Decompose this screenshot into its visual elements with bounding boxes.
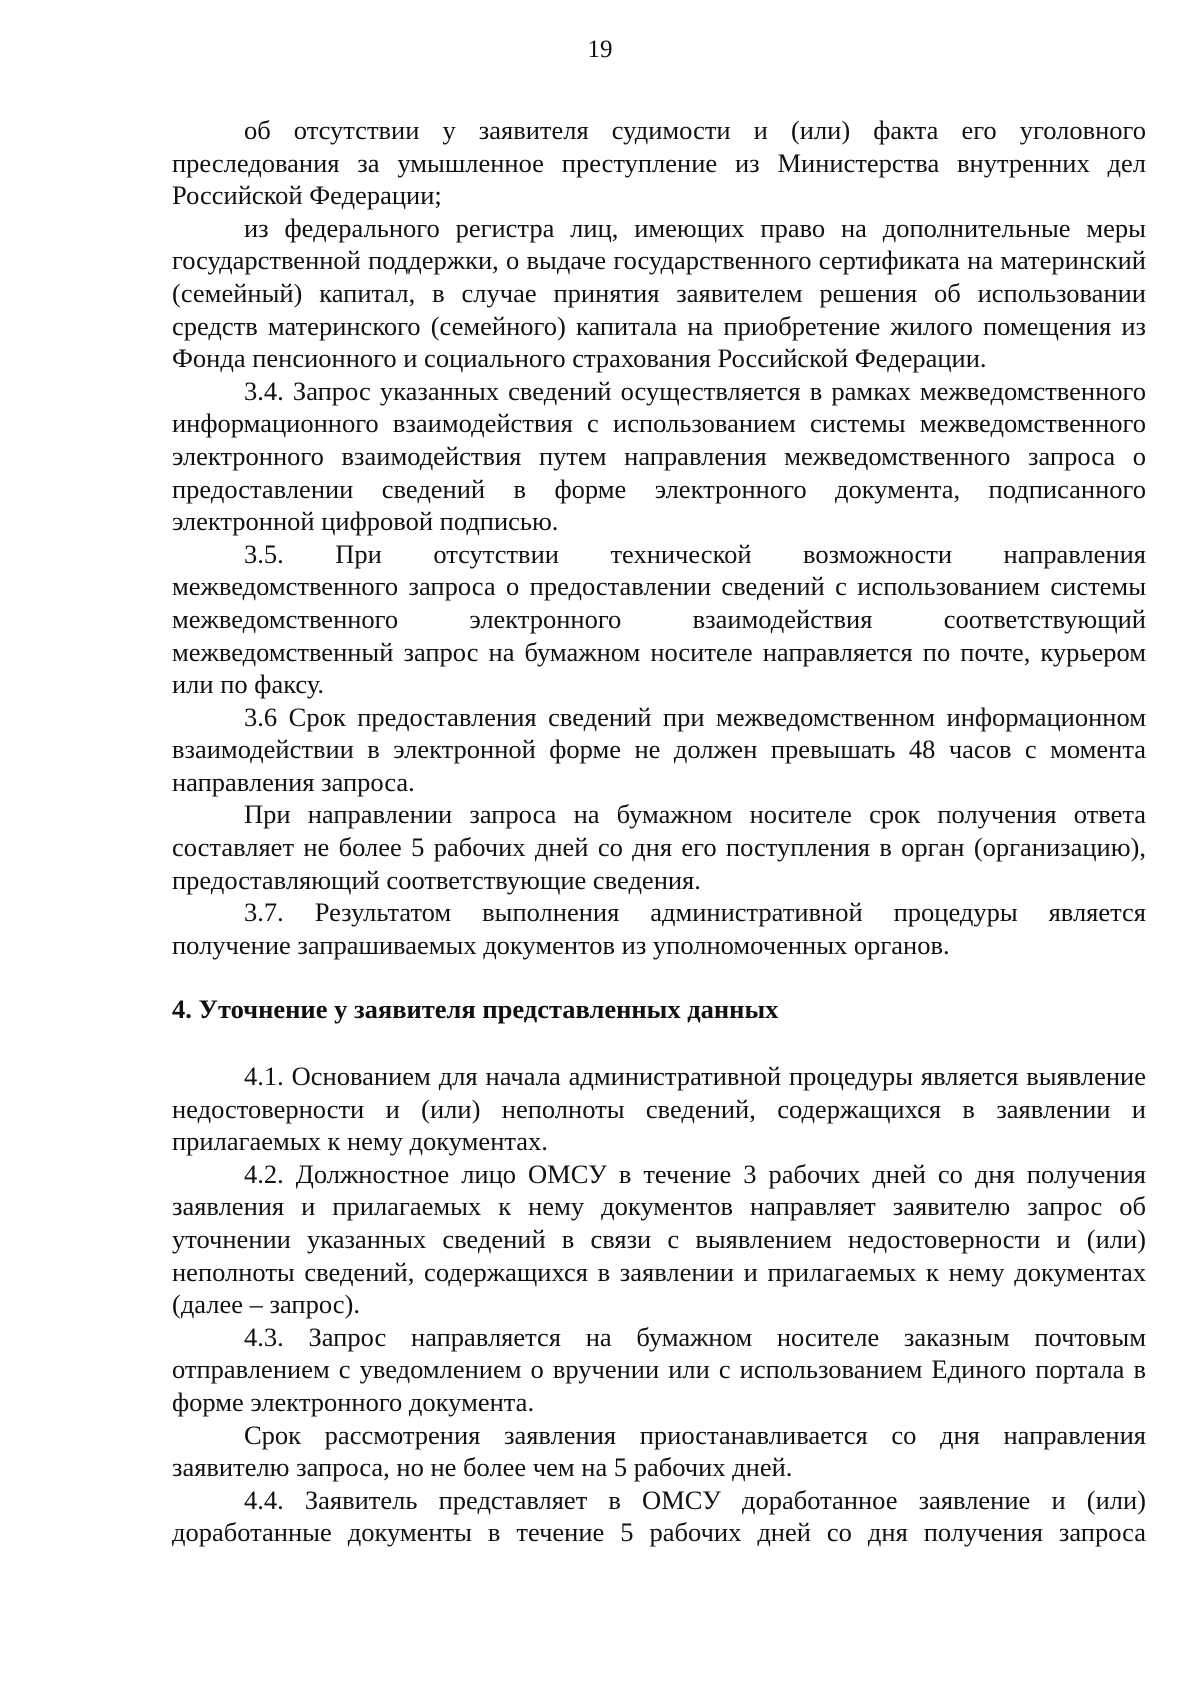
paragraph-4-1: 4.1. Основанием для начала административной процедуры является выявление недостоверности и (или) неполноты сведений, содержащихся в заявлении и прилагаемых к нему документах. (172, 1061, 1146, 1157)
paragraph-3-7: 3.7. Результатом выполнения административной процедуры является получение запрашиваемых документов из уполномоченных органов. (172, 897, 1146, 960)
paragraph-3-5: 3.5. При отсутствии технической возможности направления межведомственного запроса о предоставлении сведений с использованием системы межведомственного электронного взаимодействия соответствующий межведомственный запрос на бумажном носителе направляется по почте, курьером или по факсу. (172, 538, 1146, 700)
paragraph-maternity-capital: из федерального регистра лиц, имеющих право на дополнительные меры государственной поддержки, о выдаче государственного сертификата на материнский (семейный) капитал, в случае принятия заявителем решения об использовании средств материнского (семейного) капитала на приобретение жилого помещения из Фонда пенсионного и социального страхования Российской Федерации. (172, 212, 1146, 374)
paragraph-4-3: 4.3. Запрос направляется на бумажном носителе заказным почтовым отправлением с уведомлением о вручении или с использованием Единого портала в форме электронного документа. (172, 1321, 1146, 1417)
paragraph-paper-request: При направлении запроса на бумажном носителе срок получения ответа составляет не более 5 рабочих дней со дня его поступления в орган (организацию), предоставляющий соответствующие сведения. (172, 799, 1146, 895)
paragraph-mvd-record: об отсутствии у заявителя судимости и (или) факта его уголовного преследования за умышленное преступление из Министерства внутренних дел Российской Федерации; (172, 115, 1146, 211)
paragraph-4-2: 4.2. Должностное лицо ОМСУ в течение 3 рабочих дней со дня получения заявления и прилагаемых к нему документов направляет заявителю запрос об уточнении указанных сведений в связи с выявлением недостоверности и (или) неполноты сведений, содержащихся в заявлении и прилагаемых к нему документах (далее – запрос). (172, 1158, 1146, 1320)
page-number: 19 (587, 36, 613, 63)
paragraph-3-4: 3.4. Запрос указанных сведений осуществляется в рамках межведомственного информационного взаимодействия с использованием системы межведомственного электронного взаимодействия путем направления межведомственного запроса о предоставлении сведений в форме электронного документа, подписанного электронной цифровой подписью. (172, 375, 1146, 537)
paragraph-review-period: Срок рассмотрения заявления приостанавливается со дня направления заявителю запроса, но не более чем на 5 рабочих дней. (172, 1419, 1146, 1483)
paragraph-3-6: 3.6 Срок предоставления сведений при межведомственном информационном взаимодействии в электронной форме не должен превышать 48 часов с момента направления запроса. (172, 701, 1146, 797)
document-body (172, 114, 1146, 1549)
section-heading: 4. Уточнение у заявителя представленных данных (172, 994, 779, 1025)
paragraph-4-4: 4.4. Заявитель представляет в ОМСУ доработанное заявление и (или) доработанные документы в течение 5 рабочих дней со дня получения запроса (172, 1484, 1146, 1548)
